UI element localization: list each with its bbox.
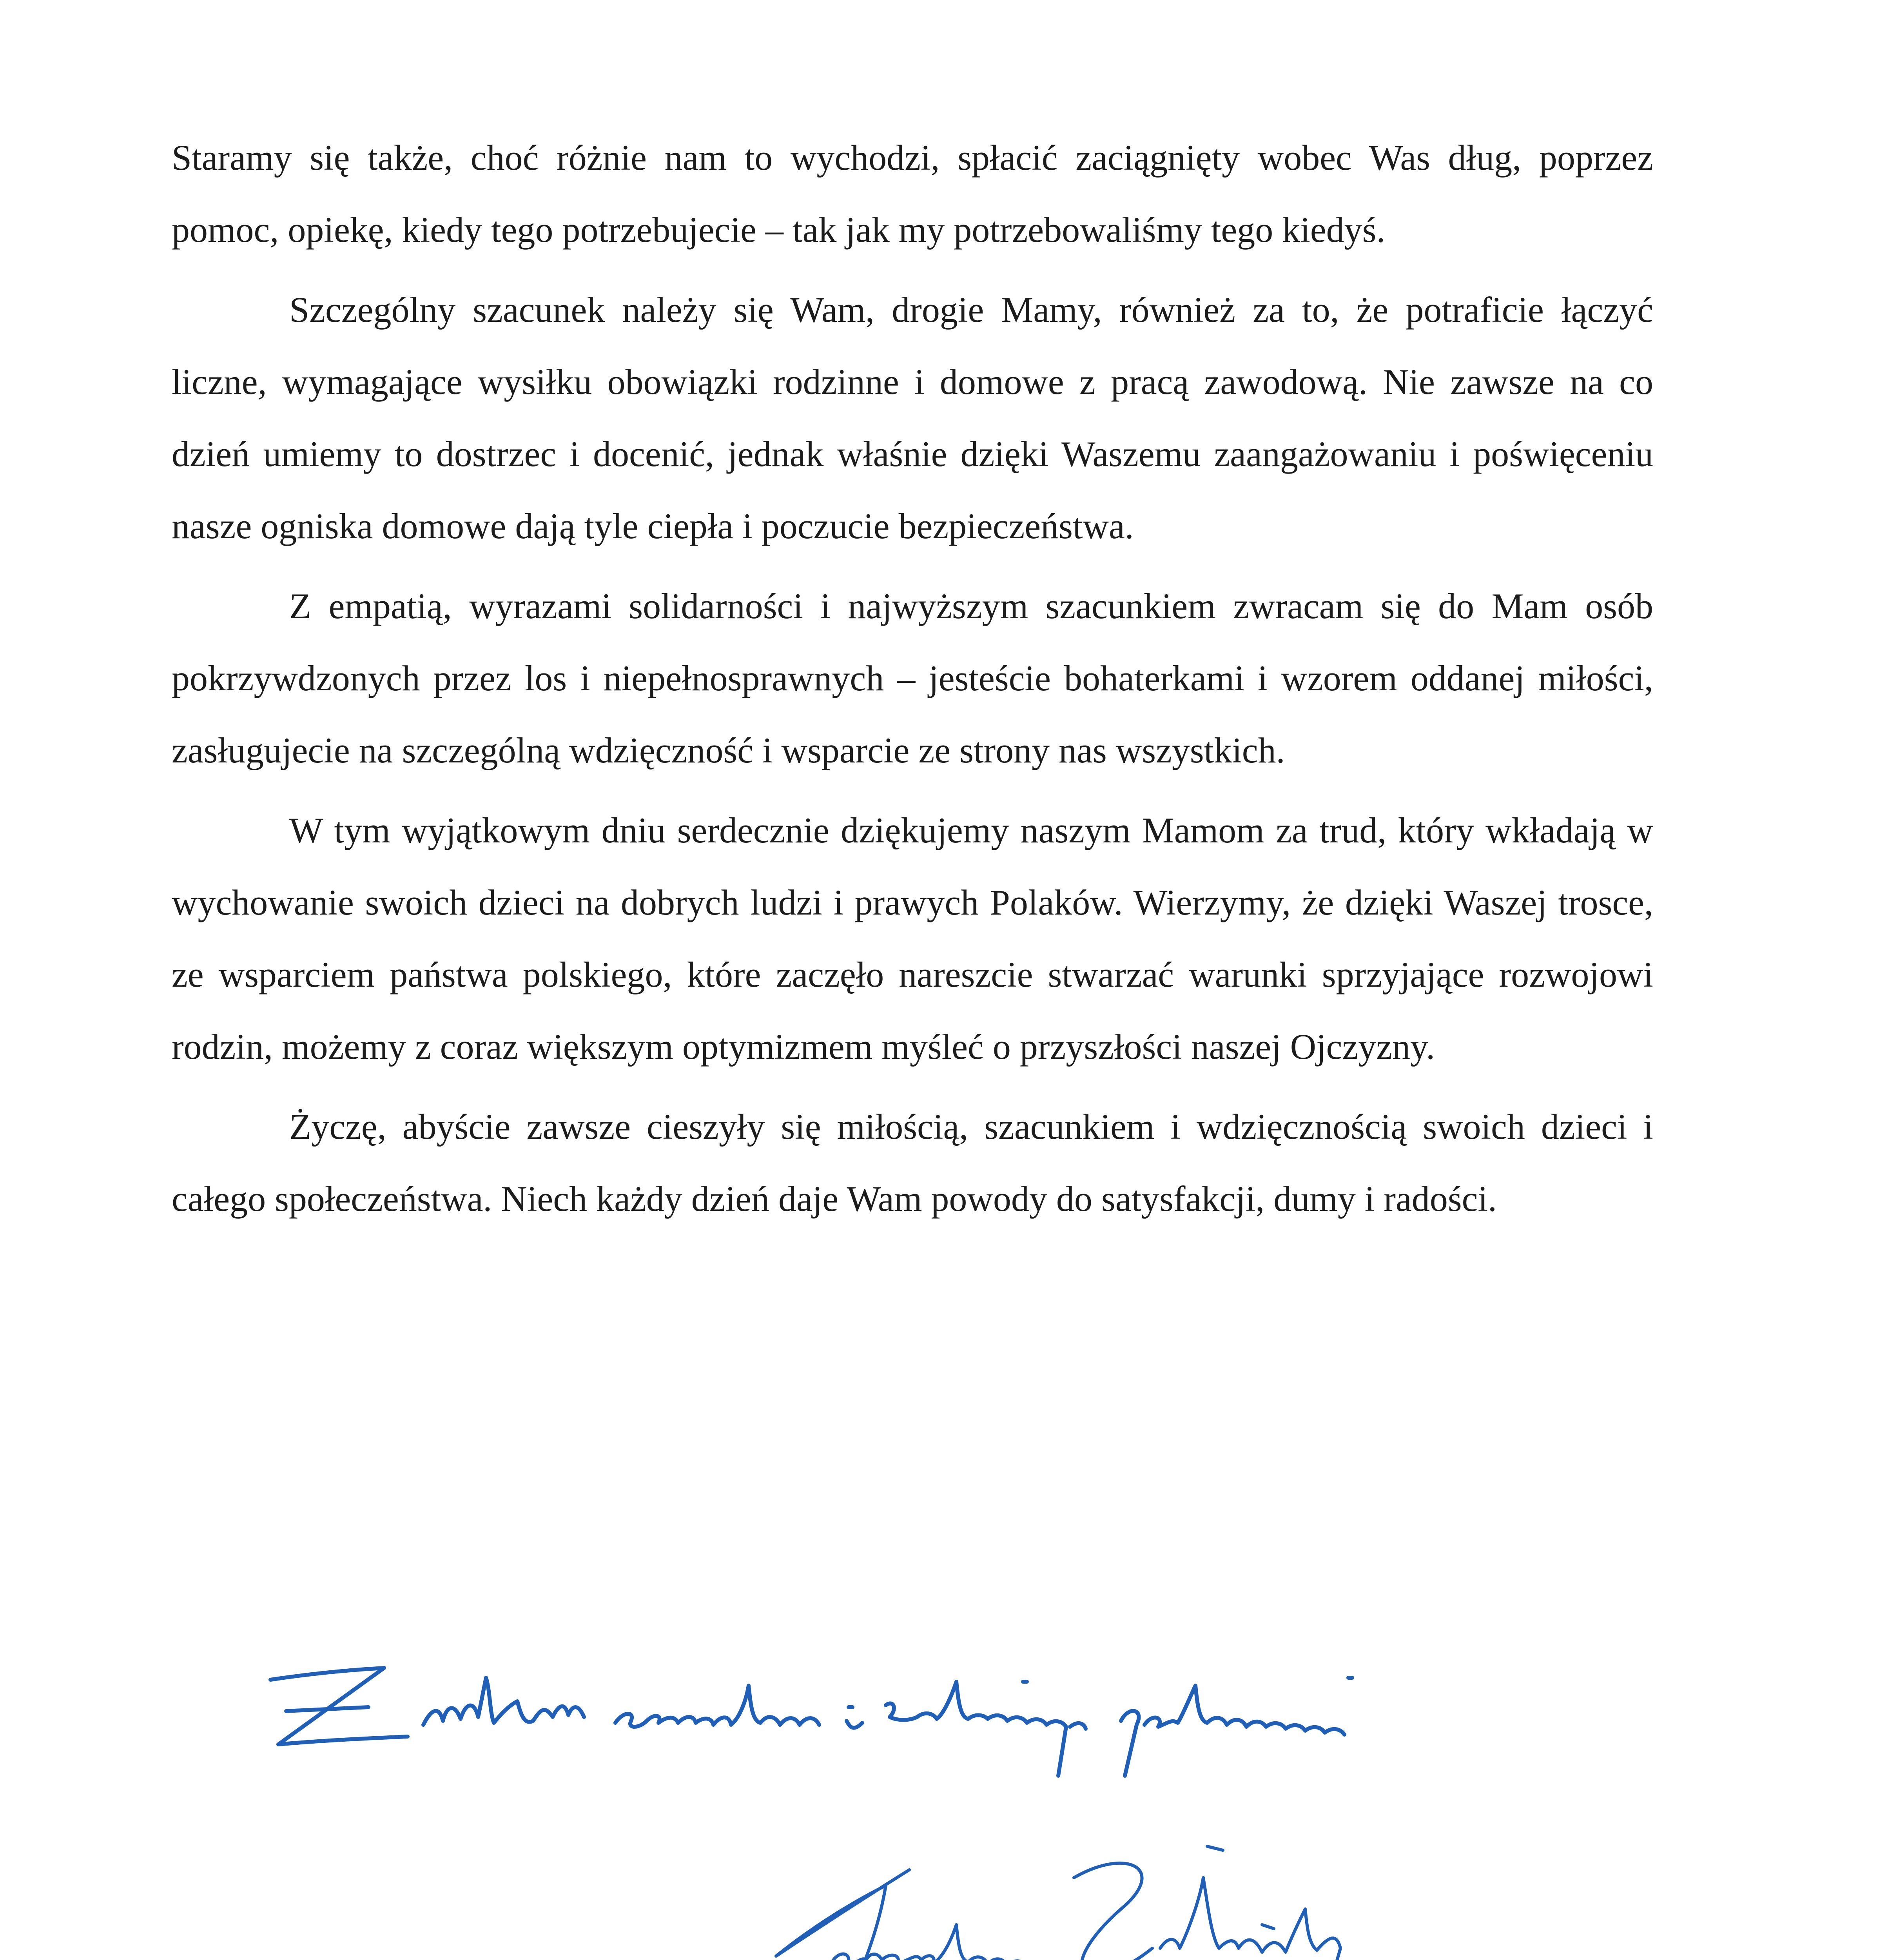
letter-body bbox=[172, 122, 1653, 1243]
signature-name bbox=[618, 1846, 1340, 1960]
handwritten-signature-block bbox=[219, 1627, 1709, 1960]
paragraph-3: Z empatią, wyrazami solidarności i najwyższym szacunkiem zwracam się do Mam osób pokrzywdzonych przez los i niepełnosprawnych – jesteście bohaterkami i wzorem oddanej miłości, zasługujecie na szczególną wdzięczność i wsparcie ze strony nas wszystkich. bbox=[172, 586, 1653, 770]
paragraph-5: Życzę, abyście zawsze cieszyły się miłością, szacunkiem i wdzięcznością swoich dzieci i całego społeczeństwa. Niech każdy dzień daje Wam powody do satysfakcji, dumy i radości. bbox=[172, 1107, 1653, 1219]
handwritten-closing bbox=[270, 1668, 1352, 1776]
signature-drawing bbox=[219, 1627, 1709, 1960]
paragraph-1: Staramy się także, choć różnie nam to wychodzi, spłacić zaciągnięty wobec Was dług, poprzez pomoc, opiekę, kiedy tego potrzebujecie – tak jak my potrzebowaliśmy tego kiedyś. bbox=[172, 138, 1653, 250]
paragraph-4: W tym wyjątkowym dniu serdecznie dziękujemy naszym Mamom za trud, który wkładają w wychowanie swoich dzieci na dobrych ludzi i prawych Polaków. Wierzymy, że dzięki Waszej trosce, ze wsparciem państwa polskiego, które zaczęło nareszcie stwarzać warunki sprzyjające rozwojowi rodzin, możemy z coraz większym optymizmem myśleć o przyszłości naszej Ojczyzny. bbox=[172, 810, 1653, 1067]
paragraph-2: Szczególny szacunek należy się Wam, drogie Mamy, również za to, że potraficie łączyć liczne, wymagające wysiłku obowiązki rodzinne i domowe z pracą zawodową. Nie zawsze na co dzień umiemy to dostrzec i docenić, jednak właśnie dzięki Waszemu zaangażowaniu i poświęceniu nasze ogniska domowe dają tyle ciepła i poczucie bezpieczeństwa. bbox=[172, 290, 1653, 546]
